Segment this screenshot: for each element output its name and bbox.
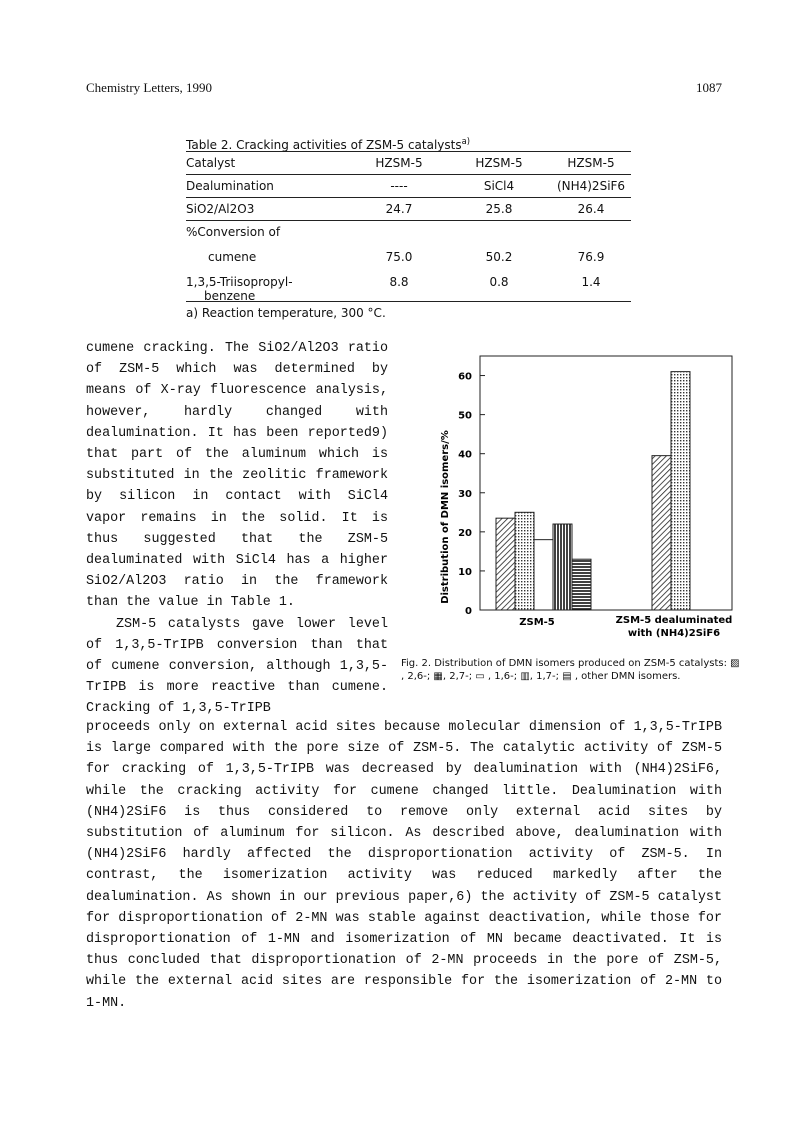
table-row-tripb: 1,3,5-Triisopropyl- benzene 8.8 0.8 1.4	[186, 275, 601, 303]
bar-0-1	[515, 512, 534, 610]
x-tick-label: ZSM-5 dealuminated with (NH4)2SiF6	[615, 615, 733, 639]
bar-0-2	[534, 540, 553, 610]
x-axis-labels	[519, 615, 732, 639]
y-tick-label: 10	[458, 566, 472, 578]
y-tick-label: 50	[458, 410, 472, 422]
table-2	[186, 131, 631, 324]
y-tick-label: 0	[465, 606, 472, 617]
y-axis-label: Distribution of DMN isomers/%	[440, 430, 451, 604]
page-header	[86, 80, 722, 96]
y-tick-label: 60	[458, 371, 472, 383]
bar-0-4	[572, 559, 591, 610]
table-row-catalyst: Catalyst HZSM-5 HZSM-5 HZSM-5	[186, 156, 615, 170]
y-tick-label: 40	[458, 449, 472, 461]
bar-1-0	[652, 456, 671, 610]
figure-2-bar-chart	[404, 350, 744, 650]
bar-1-1	[671, 372, 690, 610]
bar-0-0	[496, 518, 515, 610]
left-column-text	[86, 338, 388, 720]
table-row-conversion-label: %Conversion of	[186, 225, 281, 239]
table-row-ratio: SiO2/Al2O3 24.7 25.8 26.4	[186, 202, 605, 216]
paragraph: cumene cracking. The SiO2/Al2O3 ratio of ZSM-5 which was determined by means of X-ray fluorescence analysis, however, hardly changed with dealumination. It has been reported9) that part of the aluminum which is substituted in the zeolitic framework by silicon in contact with SiCl4 vapor remains in the solid. It is thus suggested that the ZSM-5 dealuminated with SiCl4 has a higher SiO2/Al2O3 ratio in the framework than the value in Table 1.	[86, 341, 388, 611]
bar-0-3	[553, 524, 572, 610]
table-footnote: a) Reaction temperature, 300 °C.	[186, 306, 386, 320]
journal-title: Chemistry Letters, 1990	[86, 80, 213, 95]
page-number: 1087	[696, 80, 722, 95]
y-tick-label: 20	[458, 527, 472, 539]
chart-bars	[496, 372, 690, 610]
table-caption: Table 2. Cracking activities of ZSM-5 catalysts$^{a)}$	[186, 136, 471, 152]
table-row-dealumination: Dealumination ---- SiCl4 (NH4)2SiF6	[186, 179, 626, 193]
x-tick-label: ZSM-5	[519, 617, 555, 628]
paragraph: ZSM-5 catalysts gave lower level of 1,3,5-TrIPB conversion than that of cumene conversion, although 1,3,5-TrIPB is more reactive than cumene. Cracking of 1,3,5-TrIPB	[86, 616, 388, 717]
table-row-cumene: cumene 75.0 50.2 76.9	[208, 250, 605, 264]
full-width-text	[86, 717, 722, 1014]
paragraph: proceeds only on external acid sites because molecular dimension of 1,3,5-TrIPB is large compared with the pore size of ZSM-5. The catalytic activity of ZSM-5 for cracking of 1,3,5-TrIPB was decreased by dealumination with (NH4)2SiF6, while the cracking activity for cumene changed little. Dealumination with (NH4)2SiF6 is thus considered to remove only external acid sites by substitution of aluminum for silicon. As described above, dealumination with (NH4)2SiF6 hardly affected the disproportionation activity of ZSM-5. In contrast, the isomerization activity was reduced markedly after the dealumination. As shown in our previous paper,6) the activity of ZSM-5 catalyst for disproportionation of 2-MN was stable against deactivation, while those for disproportionation of 1-MN and isomerization of MN became deactivated. It is thus concluded that disproportionation of 2-MN proceeds in the pore of ZSM-5, while the external acid sites are responsible for the isomerization of 2-MN to 1-MN.	[86, 720, 722, 1011]
table-caption-sup: a)	[461, 136, 471, 146]
figure-caption: Fig. 2. Distribution of DMN isomers produced on ZSM-5 catalysts: ▨ , 2,6-; ▦, 2,7-; ▭ , 1,6-; ▥, 1,7-; ▤ , other DMN isomers.	[401, 658, 740, 682]
y-tick-label: 30	[458, 488, 472, 500]
